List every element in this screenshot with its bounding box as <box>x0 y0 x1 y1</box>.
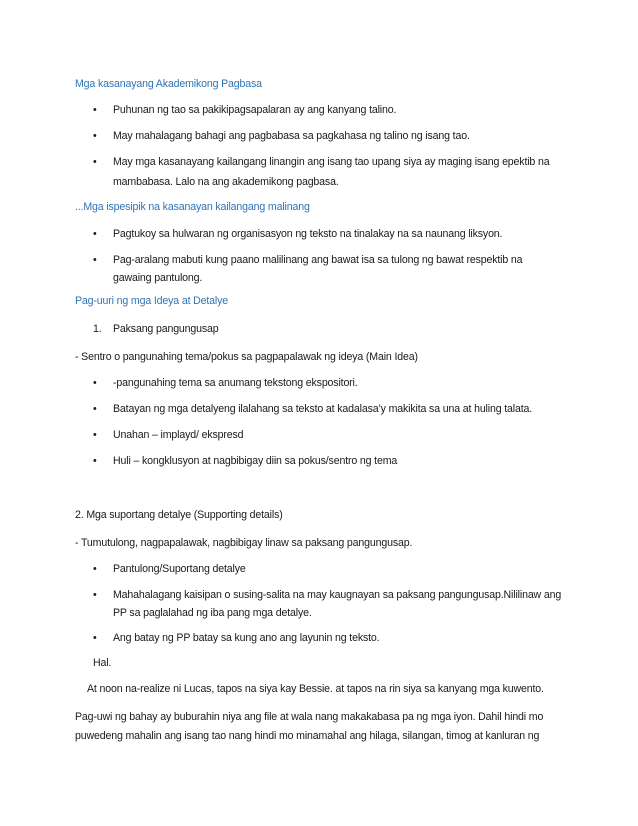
paragraph-line: puwedeng mahalin ang isang tao nang hindi mo minamahal ang hilaga, silangan, timog at kanluran ng <box>75 730 540 742</box>
section-heading-pag-uuri: Pag-uuri ng mga Ideya at Detalye <box>75 295 229 307</box>
bullet-marker: • <box>93 228 97 240</box>
bullet-text: May mga kasanayang kailangang linangin ang isang tao upang siya ay maging isang epektib na <box>113 156 550 168</box>
bullet-text: Ang batay ng PP batay sa kung ano ang layunin ng teksto. <box>113 632 380 644</box>
section-heading-kasanayang: Mga kasanayang Akademikong Pagbasa <box>75 78 262 90</box>
bullet-marker: • <box>93 403 97 415</box>
bullet-marker: • <box>93 563 97 575</box>
bullet-marker: • <box>93 130 97 142</box>
bullet-marker: • <box>93 632 97 644</box>
numbered-marker: 1. <box>93 323 102 335</box>
definition-text: - Tumutulong, nagpapalawak, nagbibigay linaw sa paksang pangungusap. <box>75 537 413 549</box>
bullet-text: Pantulong/Suportang detalye <box>113 563 246 575</box>
bullet-text: Mahahalagang kaisipan o susing-salita na may kaugnayan sa paksang pangungusap.Nililinaw ang <box>113 589 562 601</box>
example-sentence: At noon na-realize ni Lucas, tapos na siya kay Bessie. at tapos na rin siya sa kanyang mga kuwento. <box>87 683 544 695</box>
section-heading-ispesipik: ...Mga ispesipik na kasanayan kailangang malinang <box>75 201 310 213</box>
bullet-text: -pangunahing tema sa anumang tekstong ekspositori. <box>113 377 358 389</box>
example-label: Hal. <box>93 657 112 669</box>
definition-text: - Sentro o pangunahing tema/pokus sa pagpapalawak ng ideya (Main Idea) <box>75 351 418 363</box>
numbered-item-text: Paksang pangungusap <box>113 323 219 335</box>
paragraph-line: Pag-uwi ng bahay ay buburahin niya ang file at wala nang makakabasa pa ng mga iyon. Dahil hindi mo <box>75 711 544 723</box>
bullet-text-continuation: PP sa paglalahad ng iba pang mga detalye. <box>113 607 312 619</box>
bullet-text: Puhunan ng tao sa pakikipagsapalaran ay ang kanyang talino. <box>113 104 397 116</box>
bullet-text: Pag-aralang mabuti kung paano malilinang ang bawat isa sa tulong ng bawat respektib na <box>113 254 523 266</box>
bullet-text: Pagtukoy sa hulwaran ng organisasyon ng teksto na tinalakay na sa naunang liksyon. <box>113 228 503 240</box>
bullet-marker: • <box>93 377 97 389</box>
bullet-text: Batayan ng mga detalyeng ilalahang sa teksto at kadalasa’y makikita sa una at huling talata. <box>113 403 533 415</box>
bullet-text: Huli – kongklusyon at nagbibigay diin sa pokus/sentro ng tema <box>113 455 398 467</box>
bullet-marker: • <box>93 589 97 601</box>
bullet-marker: • <box>93 156 97 168</box>
bullet-text-continuation: mambabasa. Lalo na ang akademikong pagbasa. <box>113 176 339 188</box>
bullet-marker: • <box>93 455 97 467</box>
bullet-text-continuation: gawaing pantulong. <box>113 272 203 284</box>
section-title-suportang-detalye: 2. Mga suportang detalye (Supporting details) <box>75 509 283 521</box>
bullet-marker: • <box>93 429 97 441</box>
bullet-text: Unahan – implayd/ ekspresd <box>113 429 244 441</box>
bullet-marker: • <box>93 254 97 266</box>
bullet-text: May mahalagang bahagi ang pagbabasa sa pagkahasa ng talino ng isang tao. <box>113 130 470 142</box>
bullet-marker: • <box>93 104 97 116</box>
